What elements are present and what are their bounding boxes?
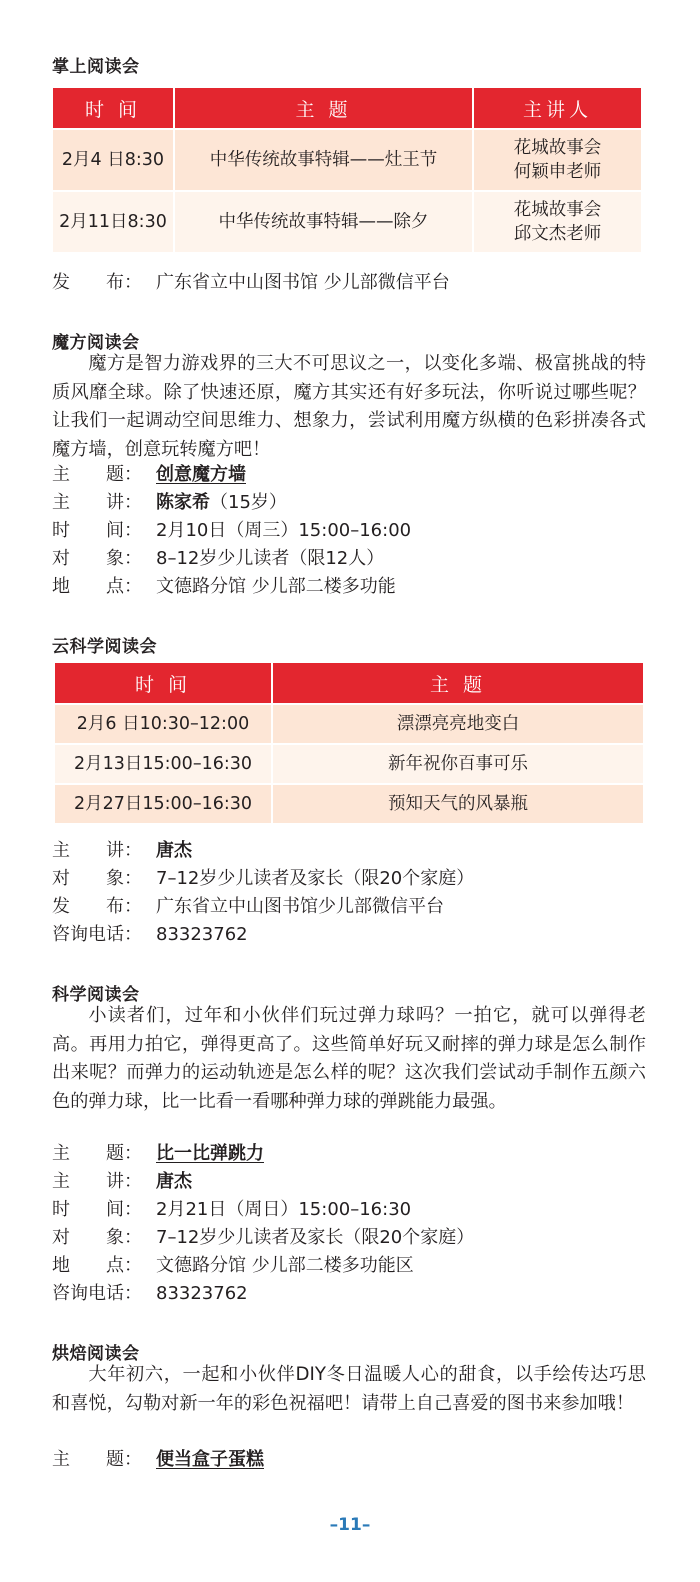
topic-label: 主 题： bbox=[52, 464, 142, 485]
speaker-line bbox=[52, 1168, 192, 1196]
row-time: 2月11日8:30 bbox=[52, 191, 174, 253]
place-line bbox=[52, 1252, 414, 1280]
target-value: 7–12岁少儿读者及家长（限20个家庭） bbox=[156, 868, 475, 889]
speaker-line bbox=[52, 489, 287, 517]
place-value: 文德路分馆 少儿部二楼多功能 bbox=[156, 576, 396, 597]
speaker-age: （15岁） bbox=[210, 492, 287, 513]
table-row bbox=[52, 191, 642, 253]
publish-line bbox=[52, 893, 444, 921]
speaker-value: 唐杰 bbox=[156, 840, 192, 861]
table-row bbox=[54, 784, 644, 824]
row-topic: 中华传统故事特辑——灶王节 bbox=[174, 129, 473, 191]
header-time: 时 间 bbox=[52, 87, 174, 129]
topic-value: 创意魔方墙 bbox=[156, 464, 246, 485]
target-line bbox=[52, 865, 474, 893]
header-topic: 主 题 bbox=[174, 87, 473, 129]
table-header-row bbox=[54, 662, 644, 704]
row-speaker bbox=[473, 191, 642, 253]
publish-value: 广东省立中山图书馆 少儿部微信平台 bbox=[156, 272, 450, 293]
target-line bbox=[52, 545, 384, 573]
topic-line bbox=[52, 1140, 264, 1168]
phone-line bbox=[52, 1280, 248, 1308]
target-value: 7–12岁少儿读者及家长（限20个家庭） bbox=[156, 1227, 475, 1248]
time-value: 2月21日（周日）15:00–16:30 bbox=[156, 1199, 412, 1220]
speaker-label: 主 讲： bbox=[52, 1171, 142, 1192]
row-time: 2月6 日10:30–12:00 bbox=[54, 704, 272, 744]
science-description: 小读者们，过年和小伙伴们玩过弹力球吗？一拍它，就可以弹得老高。再用力拍它，弹得更高了。这些简单好玩又耐摔的弹力球是怎么制作出来呢？而弹力的运动轨迹是怎么样的呢？这次我们尝试动手制作五颜六色的弹力球，比一比看一看哪种弹力球的弹跳能力最强。 bbox=[52, 1005, 646, 1112]
publish-label: 发 布： bbox=[52, 272, 142, 293]
phone-value: 83323762 bbox=[156, 924, 248, 945]
speaker-org: 花城故事会 bbox=[513, 200, 602, 220]
baking-description: 大年初六，一起和小伙伴DIY冬日温暖人心的甜食，以手绘传达巧思和喜悦，勾勒对新一年的彩色祝福吧！请带上自己喜爱的图书来参加哦！ bbox=[52, 1364, 646, 1414]
section-title-cloud-science: 云科学阅读会 bbox=[52, 637, 157, 657]
table-row bbox=[54, 704, 644, 744]
time-line bbox=[52, 517, 411, 545]
table-row bbox=[54, 744, 644, 784]
header-time: 时 间 bbox=[54, 662, 272, 704]
row-topic: 中华传统故事特辑——除夕 bbox=[174, 191, 473, 253]
speaker-name: 何颖申老师 bbox=[513, 162, 602, 182]
speaker-line bbox=[52, 837, 192, 865]
rubiks-description: 魔方是智力游戏界的三大不可思议之一，以变化多端、极富挑战的特质风靡全球。除了快速还原，魔方其实还有好多玩法，你听说过哪些呢？让我们一起调动空间思维力、想象力，尝试利用魔方纵横的色彩拼凑各式魔方墙，创意玩转魔方吧！ bbox=[52, 353, 646, 460]
row-topic: 漂漂亮亮地变白 bbox=[272, 704, 644, 744]
section-title-baking-reading: 烘焙阅读会 bbox=[52, 1344, 140, 1364]
target-line bbox=[52, 1224, 474, 1252]
phone-value: 83323762 bbox=[156, 1283, 248, 1304]
speaker-value: 唐杰 bbox=[156, 1171, 192, 1192]
publish-value: 广东省立中山图书馆少儿部微信平台 bbox=[156, 896, 444, 917]
row-topic: 预知天气的风暴瓶 bbox=[272, 784, 644, 824]
phone-label: 咨询电话： bbox=[52, 924, 142, 945]
row-time: 2月27日15:00–16:30 bbox=[54, 784, 272, 824]
schedule-table-cloud-science bbox=[53, 661, 645, 825]
time-label: 时 间： bbox=[52, 1199, 142, 1220]
row-topic: 新年祝你百事可乐 bbox=[272, 744, 644, 784]
schedule-table-palm-reading bbox=[51, 86, 643, 254]
topic-label: 主 题： bbox=[52, 1143, 142, 1164]
table-header-row bbox=[52, 87, 642, 129]
row-time: 2月13日15:00–16:30 bbox=[54, 744, 272, 784]
target-label: 对 象： bbox=[52, 1227, 142, 1248]
speaker-name: 邱文杰老师 bbox=[513, 224, 602, 244]
topic-value: 便当盒子蛋糕 bbox=[156, 1449, 264, 1470]
phone-line bbox=[52, 921, 248, 949]
target-label: 对 象： bbox=[52, 548, 142, 569]
section-title-science-reading: 科学阅读会 bbox=[52, 985, 140, 1005]
topic-value: 比一比弹跳力 bbox=[156, 1143, 264, 1164]
page-number: –11– bbox=[329, 1515, 371, 1535]
row-speaker bbox=[473, 129, 642, 191]
section-title-palm-reading: 掌上阅读会 bbox=[52, 57, 140, 77]
phone-label: 咨询电话： bbox=[52, 1283, 142, 1304]
publish-line bbox=[52, 269, 450, 297]
speaker-label: 主 讲： bbox=[52, 840, 142, 861]
speaker-org: 花城故事会 bbox=[513, 138, 602, 158]
topic-line bbox=[52, 461, 246, 489]
section-title-rubiks-reading: 魔方阅读会 bbox=[52, 333, 140, 353]
table-row bbox=[52, 129, 642, 191]
speaker-label: 主 讲： bbox=[52, 492, 142, 513]
topic-label: 主 题： bbox=[52, 1449, 142, 1470]
place-label: 地 点： bbox=[52, 576, 142, 597]
row-time: 2月4 日8:30 bbox=[52, 129, 174, 191]
place-line bbox=[52, 573, 396, 601]
time-label: 时 间： bbox=[52, 520, 142, 541]
speaker-value: 陈家希 bbox=[156, 492, 210, 513]
place-label: 地 点： bbox=[52, 1255, 142, 1276]
target-label: 对 象： bbox=[52, 868, 142, 889]
header-speaker: 主讲人 bbox=[473, 87, 642, 129]
time-value: 2月10日（周三）15:00–16:00 bbox=[156, 520, 412, 541]
publish-label: 发 布： bbox=[52, 896, 142, 917]
topic-line bbox=[52, 1446, 264, 1474]
header-topic: 主 题 bbox=[272, 662, 644, 704]
time-line bbox=[52, 1196, 411, 1224]
place-value: 文德路分馆 少儿部二楼多功能区 bbox=[156, 1255, 414, 1276]
target-value: 8–12岁少儿读者（限12人） bbox=[156, 548, 385, 569]
